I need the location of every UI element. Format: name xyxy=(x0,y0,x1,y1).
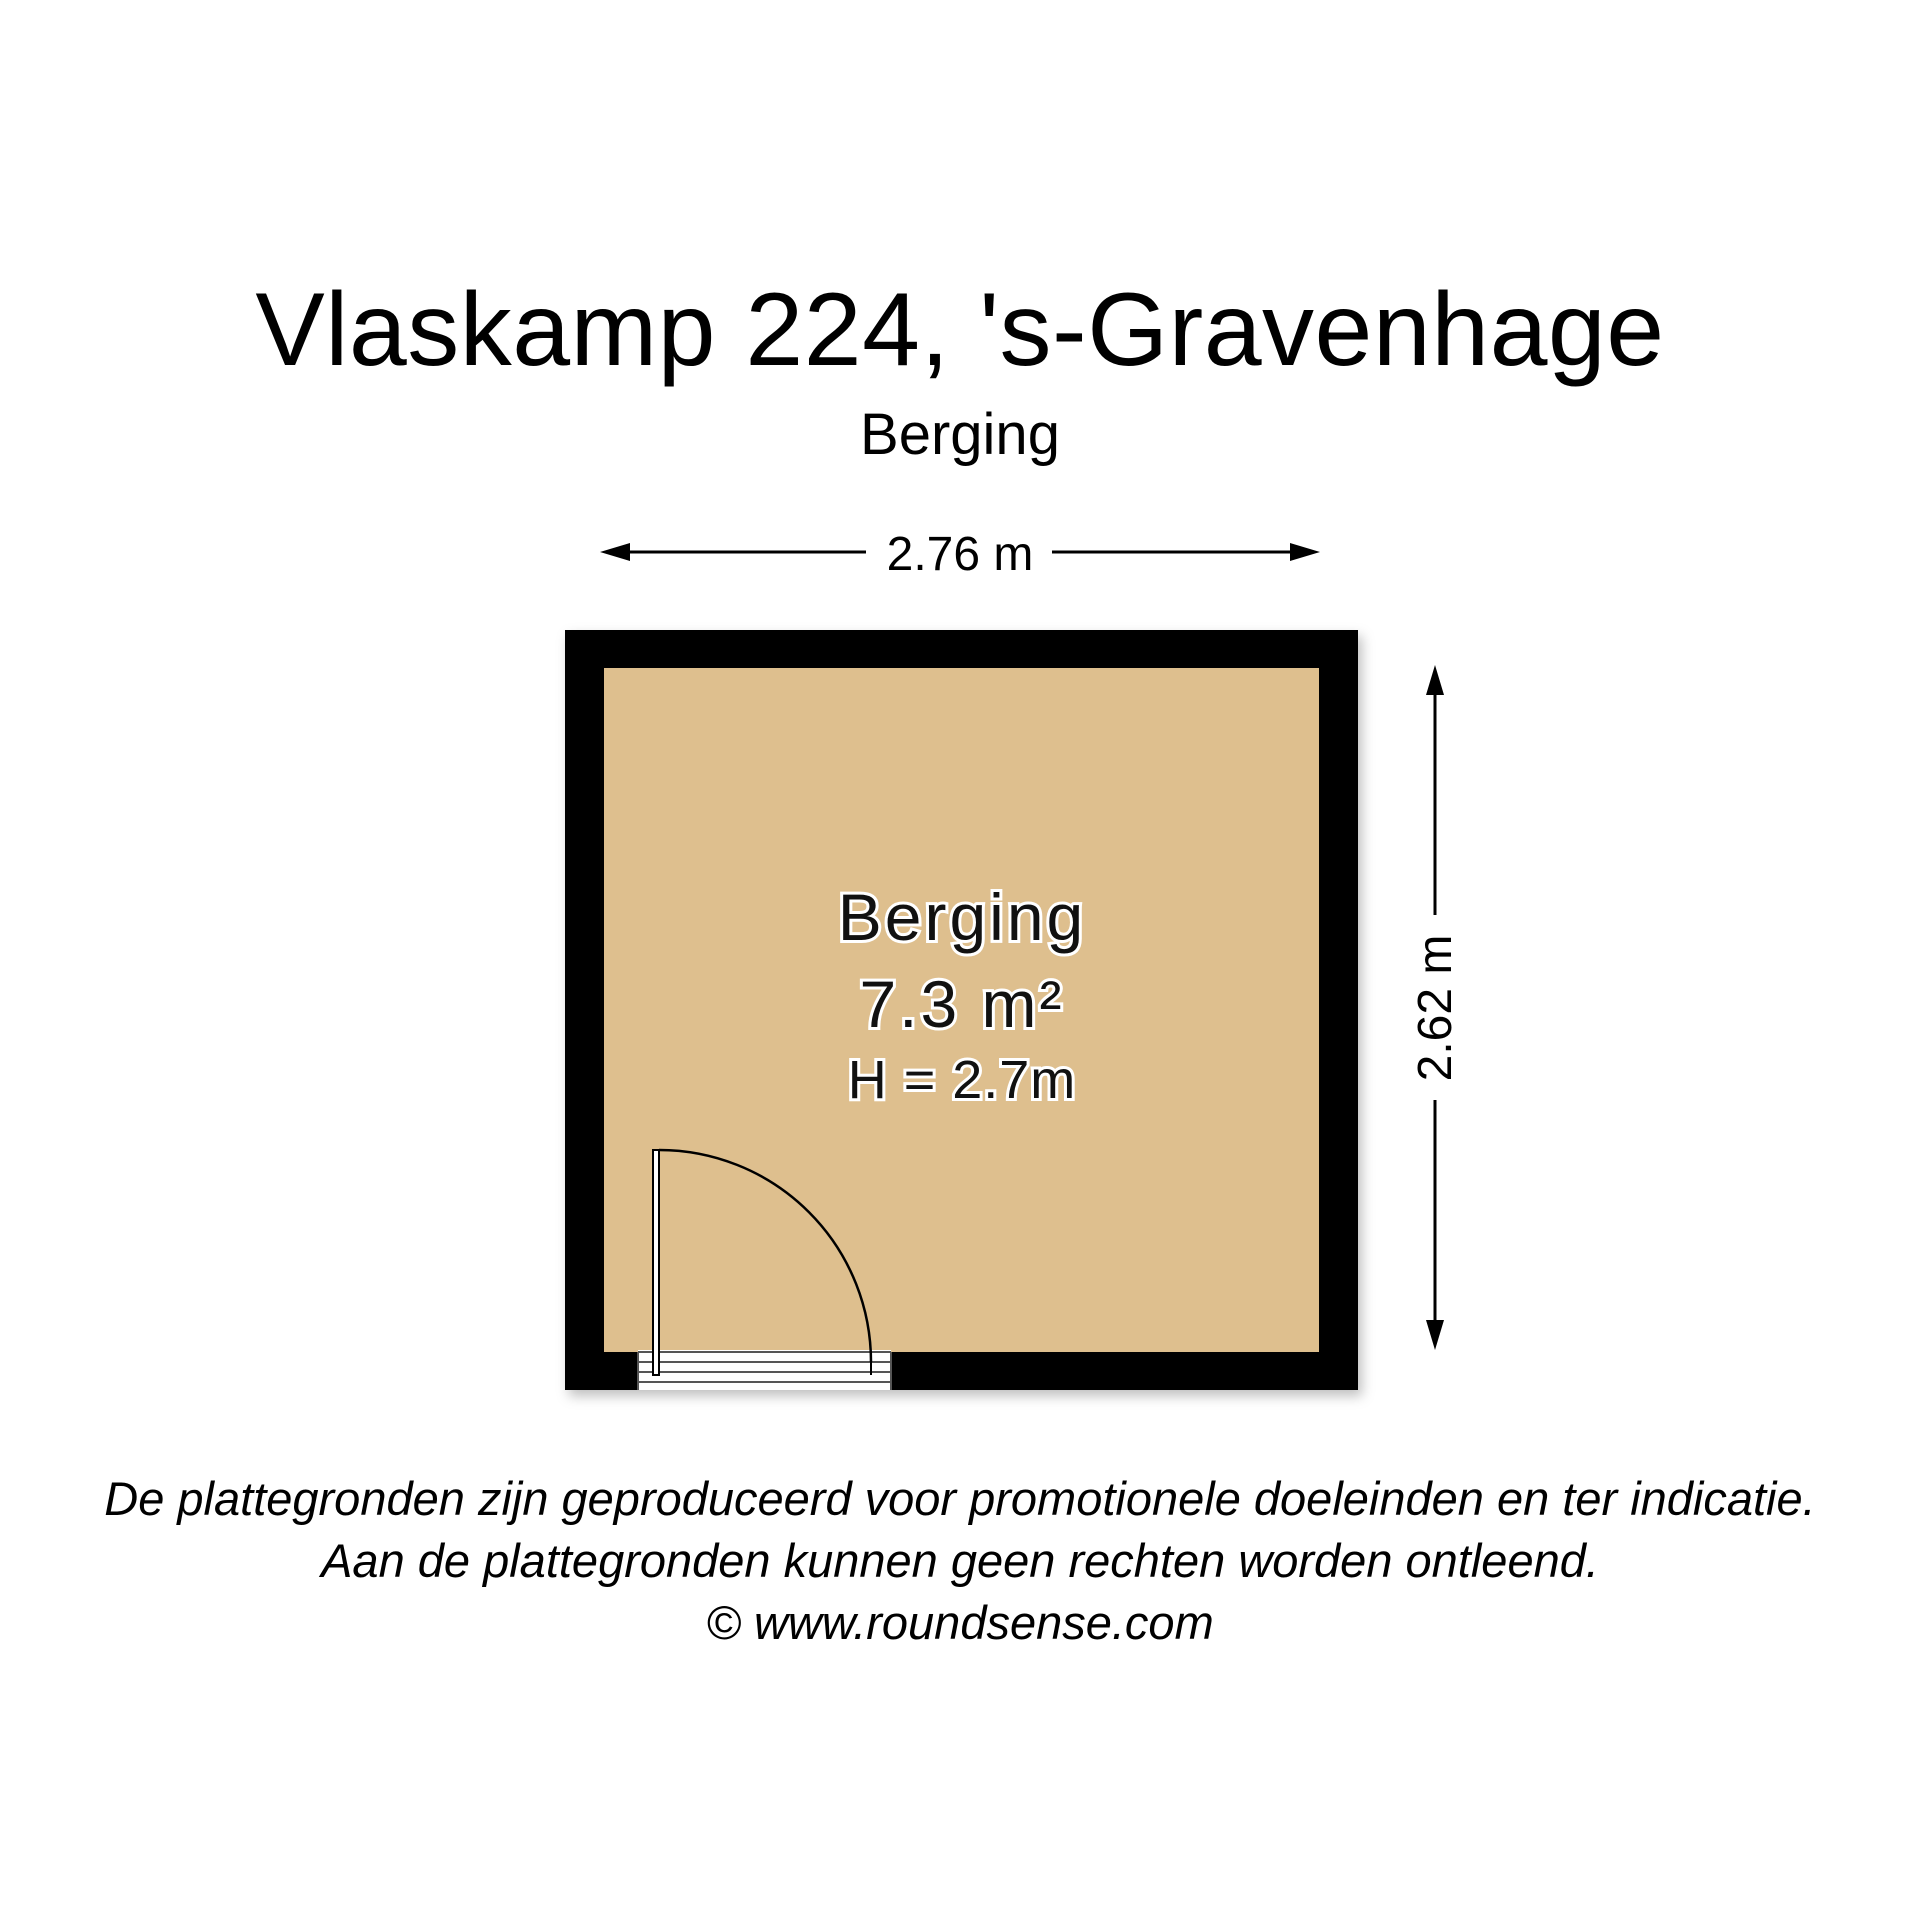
depth-label: 2.62 m xyxy=(1409,934,1462,1082)
disclaimer xyxy=(0,1468,1920,1654)
page-title: Vlaskamp 224, 's-Gravenhage xyxy=(255,272,1665,388)
room-height-label: H = 2.7m xyxy=(847,1050,1077,1110)
width-label: 2.76 m xyxy=(886,528,1034,581)
room-name-label: Berging xyxy=(837,880,1087,954)
arrow-left-icon xyxy=(600,543,630,561)
depth-dimension xyxy=(1409,665,1462,1350)
disclaimer-line-3: © www.roundsense.com xyxy=(706,1596,1214,1649)
arrow-right-icon xyxy=(1290,543,1320,561)
disclaimer-line-2: Aan de plattegronden kunnen geen rechten worden ontleend. xyxy=(321,1534,1599,1587)
page-subtitle: Berging xyxy=(860,402,1060,467)
width-dimension xyxy=(600,528,1320,581)
door-leaf xyxy=(653,1150,659,1375)
disclaimer-line-1: De plattegronden zijn geproduceerd voor promotionele doeleinden en ter indicatie. xyxy=(104,1472,1816,1525)
door-opening xyxy=(638,1350,891,1390)
arrow-down-icon xyxy=(1426,1320,1444,1350)
room-area-label: 7.3 m² xyxy=(859,967,1065,1041)
arrow-up-icon xyxy=(1426,665,1444,695)
